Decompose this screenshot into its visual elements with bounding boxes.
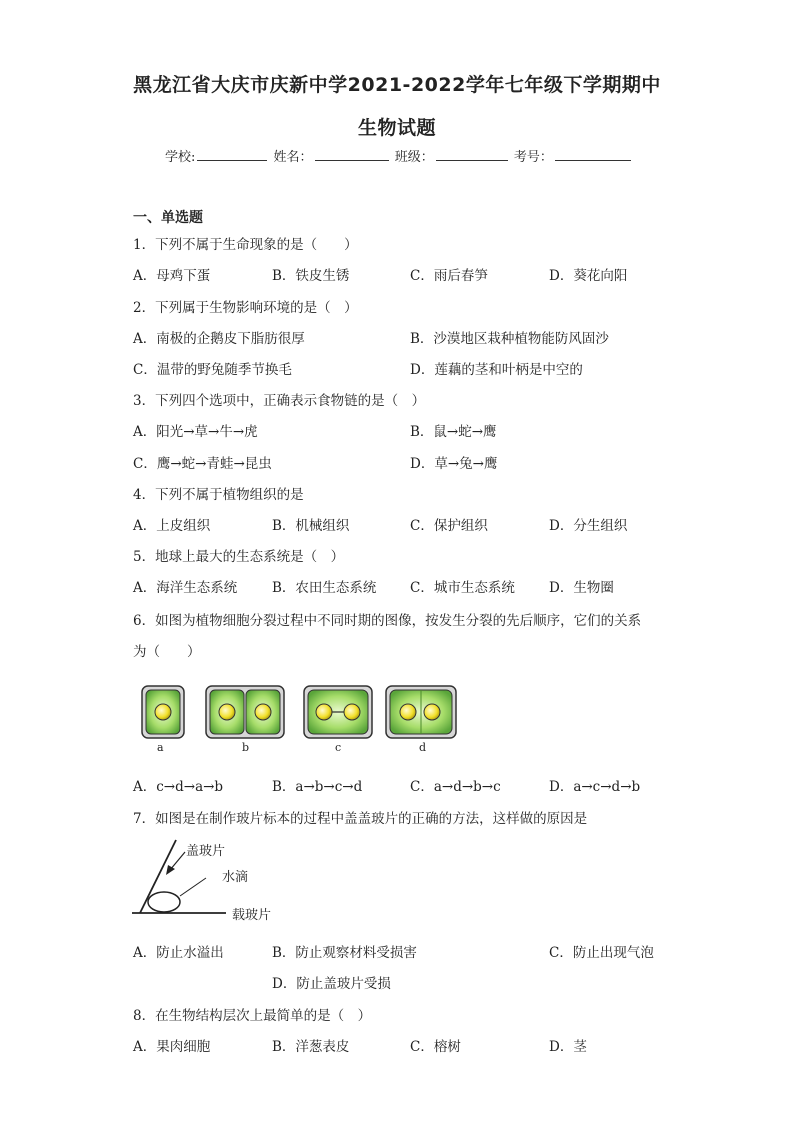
option-d[interactable]: D．莲藕的茎和叶柄是中空的 <box>410 362 583 378</box>
cell-division-figure <box>140 684 460 742</box>
question-stem: 2．下列属于生物影响环境的是（ ） <box>133 300 358 316</box>
option-b[interactable]: B．铁皮生锈 <box>272 268 350 284</box>
option-b[interactable]: B．鼠→蛇→鹰 <box>410 424 497 440</box>
figure-label-b: b <box>242 741 250 754</box>
option-a[interactable]: A．海洋生态系统 <box>133 580 238 596</box>
option-d[interactable]: D．防止盖玻片受损 <box>272 976 391 992</box>
question-stem: 6．如图为植物细胞分裂过程中不同时期的图像，按发生分裂的先后顺序，它们的关系 <box>133 613 642 629</box>
option-c[interactable]: C．城市生态系统 <box>410 580 515 596</box>
name-field[interactable] <box>315 146 389 161</box>
question-stem: 4．下列不属于植物组织的是 <box>133 487 304 503</box>
figure-label-a: a <box>157 741 164 754</box>
option-b[interactable]: B．沙漠地区栽种植物能防风固沙 <box>410 331 609 347</box>
figure-label-c: c <box>335 741 342 754</box>
option-c[interactable]: C．榕树 <box>410 1039 461 1055</box>
name-label: 姓名： <box>273 150 313 165</box>
option-d[interactable]: D．生物圈 <box>549 580 614 596</box>
option-b[interactable]: B．a→b→c→d <box>272 779 363 795</box>
page-subtitle: 生物试题 <box>357 117 436 139</box>
class-field[interactable] <box>436 146 508 161</box>
cell-stage-a <box>142 686 184 738</box>
option-c[interactable]: C．温带的野兔随季节换毛 <box>133 362 292 378</box>
class-label: 班级： <box>394 150 434 165</box>
option-b[interactable]: B．洋葱表皮 <box>272 1039 350 1055</box>
page-title: 黑龙江省大庆市庆新中学2021-2022学年七年级下学期期中 <box>133 74 661 96</box>
option-b[interactable]: B．农田生态系统 <box>272 580 377 596</box>
cell-stage-d <box>386 686 456 738</box>
option-a[interactable]: A．南极的企鹅皮下脂肪很厚 <box>133 331 305 347</box>
option-d[interactable]: D．茎 <box>549 1039 587 1055</box>
option-d[interactable]: D．葵花向阳 <box>549 268 628 284</box>
section-title: 一、单选题 <box>133 210 203 226</box>
option-a[interactable]: A．上皮组织 <box>133 518 211 534</box>
option-c[interactable]: C．雨后春笋 <box>410 268 488 284</box>
option-b[interactable]: B．防止观察材料受损害 <box>272 945 417 961</box>
cell-stage-b <box>206 686 284 738</box>
option-a[interactable]: A．阳光→草→牛→虎 <box>133 424 258 440</box>
option-a[interactable]: A．防止水溢出 <box>133 945 224 961</box>
question-stem: 7．如图是在制作玻片标本的过程中盖盖玻片的正确的方法，这样做的原因是 <box>133 811 588 827</box>
cell-stage-c <box>304 686 372 738</box>
exam-number-label: 考号： <box>513 150 553 165</box>
option-d[interactable]: D．草→兔→鹰 <box>410 456 498 472</box>
water-drop-label: 水滴 <box>222 870 249 885</box>
question-stem-continued: 为（ ） <box>133 644 201 660</box>
option-d[interactable]: D．a→c→d→b <box>549 779 641 795</box>
option-a[interactable]: A．果肉细胞 <box>133 1039 211 1055</box>
slide-label: 载玻片 <box>232 908 272 923</box>
school-label: 学校: <box>165 150 196 165</box>
school-field[interactable] <box>197 146 267 161</box>
option-a[interactable]: A．c→d→a→b <box>133 779 224 795</box>
student-info-row <box>165 146 633 165</box>
option-b[interactable]: B．机械组织 <box>272 518 350 534</box>
option-c[interactable]: C．保护组织 <box>410 518 488 534</box>
figure-label-d: d <box>419 741 427 754</box>
question-stem: 1．下列不属于生命现象的是（ ） <box>133 237 358 253</box>
option-c[interactable]: C．防止出现气泡 <box>549 945 654 961</box>
cover-slip-label: 盖玻片 <box>186 844 226 859</box>
water-drop <box>148 892 180 912</box>
question-stem: 5．地球上最大的生态系统是（ ） <box>133 549 345 565</box>
exam-number-field[interactable] <box>555 146 631 161</box>
option-c[interactable]: C．a→d→b→c <box>410 779 501 795</box>
question-stem: 8．在生物结构层次上最简单的是（ ） <box>133 1008 372 1024</box>
option-a[interactable]: A．母鸡下蛋 <box>133 268 211 284</box>
question-stem: 3．下列四个选项中，正确表示食物链的是（ ） <box>133 393 426 409</box>
option-d[interactable]: D．分生组织 <box>549 518 628 534</box>
option-c[interactable]: C．鹰→蛇→青蛙→昆虫 <box>133 456 272 472</box>
